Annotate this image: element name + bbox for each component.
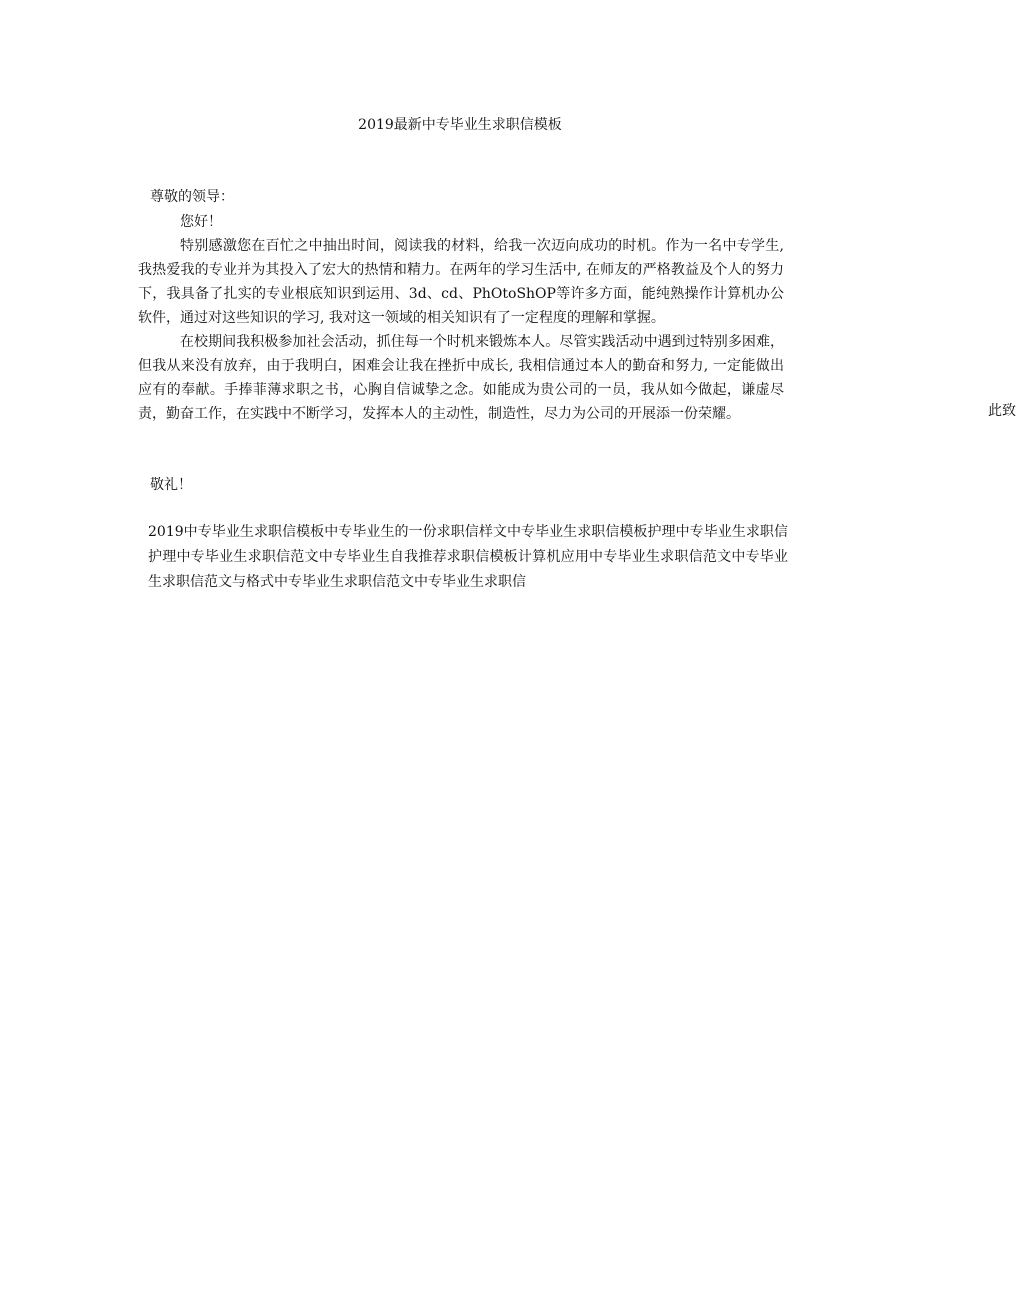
greeting: 您好！ — [180, 214, 222, 230]
document-title: 2019最新中专毕业生求职信模板 — [358, 117, 562, 133]
salutation: 尊敬的领导： — [150, 189, 234, 205]
paragraph-1: 特别感激您在百忙之中抽出时间，阅读我的材料，给我一次迈向成功的时机。作为一名中专学生, 我热爱我的专业并为其投入了宏大的热情和精力。在两年的学习生活中, 在师友的严格教益及个人的努力下，我具备了扎实的专业根底知识到运用、3d、cd、PhOtoShOP等许多方面，能纯熟操作计算机办公软件，通过对这些知识的学习, 我对这一领域的相关知识有了一定程度的理解和掌握。 — [138, 238, 784, 326]
regards: 敬礼！ — [150, 477, 192, 493]
letter-body — [138, 210, 1016, 426]
related-links-text: 2019中专毕业生求职信模板中专毕业生的一份求职信样文中专毕业生求职信模板护理中专毕业生求职信护理中专毕业生求职信范文中专毕业生自我推荐求职信模板计算机应用中专毕业生求职信范文中专毕业生求职信范文与格式中专毕业生求职信范文中专毕业生求职信 — [148, 524, 788, 590]
paragraph-2: 在校期间我积极参加社会活动，抓住每一个时机来锻炼本人。尽管实践活动中遇到过特别多困难，但我从来没有放弃，由于我明白，困难会让我在挫折中成长, 我相信通过本人的勤奋和努力, 一定能做出应有的奉献。手捧菲薄求职之书，心胸自信诚挚之念。如能成为贵公司的一员，我从如今做起，谦虚尽责，勤奋工作，在实践中不断学习，发挥本人的主动性，制造性，尽力为公司的开展添一份荣耀。 此致 — [138, 334, 1016, 422]
paragraph-2-text: 在校期间我积极参加社会活动，抓住每一个时机来锻炼本人。尽管实践活动中遇到过特别多困难，但我从来没有放弃，由于我明白，困难会让我在挫折中成长, 我相信通过本人的勤奋和努力, 一定能做出应有的奉献。手捧菲薄求职之书，心胸自信诚挚之念。如能成为贵公司的一员，我从如今做起，谦虚尽责，勤奋工作，在实践中不断学习，发挥本人的主动性，制造性，尽力为公司的开展添一份荣耀。 — [138, 334, 784, 422]
